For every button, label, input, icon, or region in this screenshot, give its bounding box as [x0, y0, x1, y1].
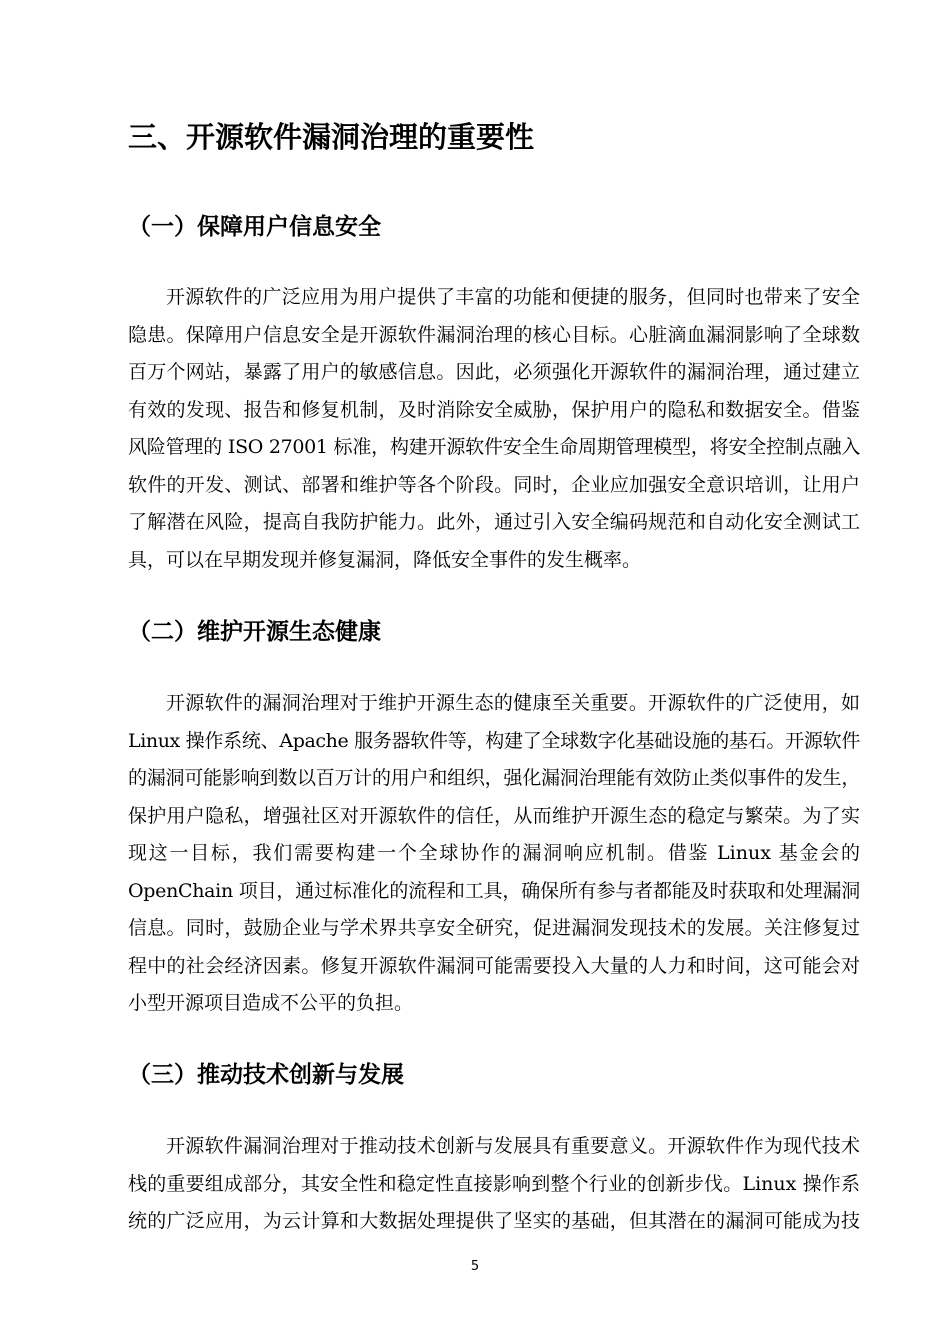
paragraph-line: 栈的重要组成部分，其安全性和稳定性直接影响到整个行业的创新步伐。Linux 操作系 — [128, 1172, 860, 1195]
paragraph-line: 隐患。保障用户信息安全是开源软件漏洞治理的核心目标。心脏滴血漏洞影响了全球数 — [128, 323, 860, 346]
section-heading-2: （二）维护开源生态健康 — [128, 619, 381, 645]
section-heading-3: （三）推动技术创新与发展 — [128, 1062, 404, 1088]
paragraph-line: 风险管理的 ISO 27001 标准，构建开源软件安全生命周期管理模型，将安全控制点融入 — [128, 436, 860, 458]
paragraph-line: OpenChain 项目，通过标准化的流程和工具，确保所有参与者都能及时获取和处理漏洞 — [128, 879, 860, 902]
paragraph-line: 有效的发现、报告和修复机制，及时消除安全威胁，保护用户的隐私和数据安全。借鉴 — [128, 398, 860, 421]
paragraph-line: 现这一目标，我们需要构建一个全球协作的漏洞响应机制。借鉴 Linux 基金会的 — [128, 842, 860, 864]
page-number: 5 — [470, 1259, 480, 1274]
paragraph-line: 开源软件的漏洞治理对于维护开源生态的健康至关重要。开源软件的广泛使用，如 — [166, 692, 860, 714]
paragraph-line: 小型开源项目造成不公平的负担。 — [128, 992, 414, 1014]
chapter-title: 三、开源软件漏洞治理的重要性 — [128, 120, 535, 154]
paragraph-line: 了解潜在风险，提高自我防护能力。此外，通过引入安全编码规范和自动化安全测试工 — [128, 511, 860, 533]
section-paragraph-3 — [128, 1128, 860, 1241]
section-paragraph-1 — [128, 279, 860, 579]
paragraph-line: 百万个网站，暴露了用户的敏感信息。因此，必须强化开源软件的漏洞治理，通过建立 — [128, 361, 860, 383]
paragraph-line: 程中的社会经济因素。修复开源软件漏洞可能需要投入大量的人力和时间，这可能会对 — [128, 954, 860, 977]
paragraph-line: 开源软件漏洞治理对于推动技术创新与发展具有重要意义。开源软件作为现代技术 — [166, 1135, 860, 1157]
paragraph-line: 统的广泛应用，为云计算和大数据处理提供了坚实的基础，但其潜在的漏洞可能成为技 — [128, 1210, 860, 1232]
paragraph-line: 具，可以在早期发现并修复漏洞，降低安全事件的发生概率。 — [128, 548, 642, 571]
paragraph-line: 信息。同时，鼓励企业与学术界共享安全研究，促进漏洞发现技术的发展。关注修复过 — [128, 917, 860, 939]
paragraph-line: 保护用户隐私，增强社区对开源软件的信任，从而维护开源生态的稳定与繁荣。为了实 — [128, 804, 860, 827]
section-heading-1: （一）保障用户信息安全 — [128, 214, 381, 240]
paragraph-line: 的漏洞可能影响到数以百万计的用户和组织，强化漏洞治理能有效防止类似事件的发生， — [128, 767, 860, 789]
paragraph-line: 开源软件的广泛应用为用户提供了丰富的功能和便捷的服务，但同时也带来了安全 — [166, 286, 860, 308]
paragraph-line: 软件的开发、测试、部署和维护等各个阶段。同时，企业应加强安全意识培训，让用户 — [128, 473, 860, 496]
paragraph-line: Linux 操作系统、Apache 服务器软件等，构建了全球数字化基础设施的基石。开源软件 — [128, 729, 860, 752]
section-paragraph-2 — [128, 685, 860, 1023]
